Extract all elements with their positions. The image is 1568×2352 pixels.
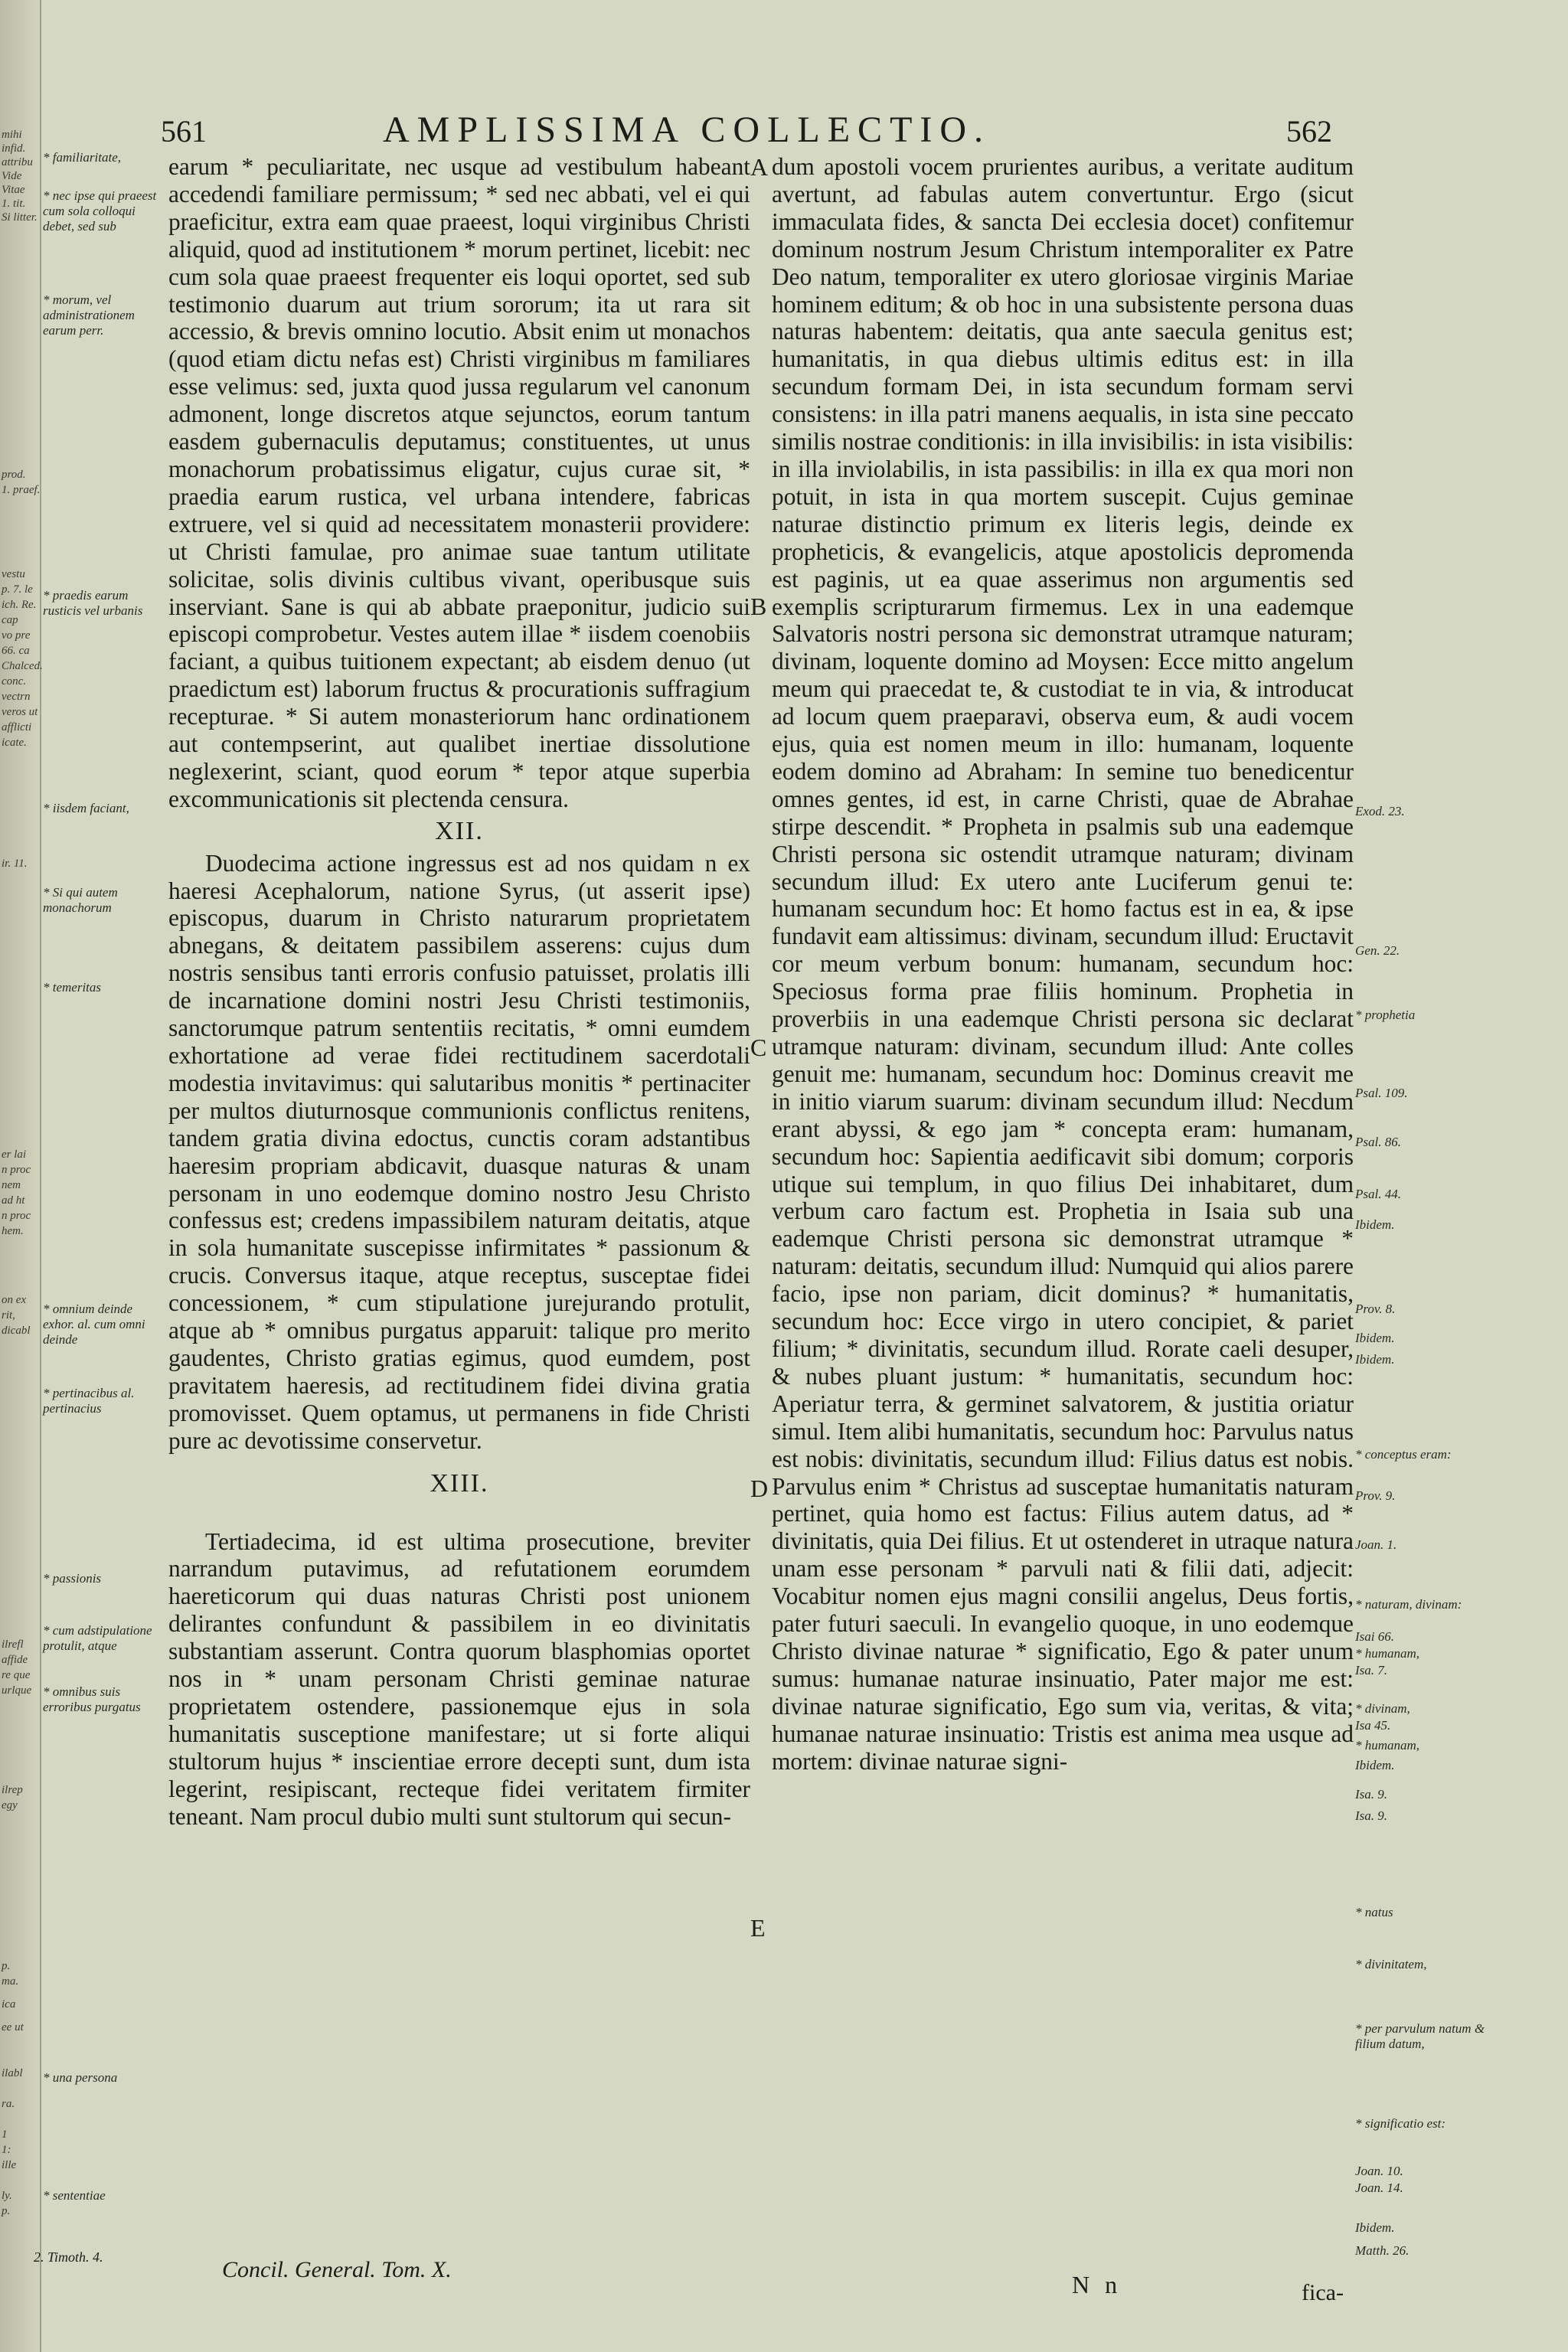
margin-note: Isa 45.: [1355, 1718, 1391, 1733]
gutter-text: infid.: [2, 142, 26, 155]
binding-gutter: [0, 0, 41, 2352]
margin-note: * prophetia: [1355, 1008, 1416, 1022]
margin-note: Ibidem.: [1355, 2220, 1395, 2235]
gutter-text: ilrefl: [2, 1638, 24, 1651]
margin-note: * pertinacibus al. pertinacius: [43, 1386, 135, 1416]
gutter-text: rit,: [2, 1309, 15, 1321]
margin-note: * familiaritate,: [43, 150, 121, 165]
margin-note: * iisdem faciant,: [43, 801, 129, 815]
margin-note: * omnibus suis erroribus purgatus: [43, 1684, 141, 1714]
gutter-text: mihi: [2, 129, 22, 141]
gutter-text: p.: [2, 2205, 11, 2217]
gutter-text: ilabl: [2, 2067, 23, 2079]
margin-note: Gen. 22.: [1355, 943, 1400, 958]
paragraph: dum apostoli vocem prurientes auribus, a veritate auditum avertunt, ad fabulas autem convertuntur. Ergo (sicut immaculata fides, & sancta Dei ecclesia docet) confitemur dominum nostrum Jesum Christum intemporaliter ex Patre Deo natum, temporaliter ex utero gloriosae virginis Mariae hominem editum; & ob hoc in una subsistente persona duas naturas habentem: deitatis, qua ante saecula genitus est; humanitatis, in qua diebus ultimis editus est: in illa secundum formam Dei, in ista secundum formam servi consistens: in illa patri manens aequalis, in ista sine peccato similis nostrae conditionis: in illa invisibilis: in ista visibilis: in illa inviolabilis, in ista passibilis: in illa ex qua mori non potuit, in ista in qua mortem suscepit. Cujus geminae naturae distinctio primum ex literis legis, deinde ex propheticis, & evangelicis, atque apostolicis depromenda est paginis, ut ea quae asserimus non argumentis sed exemplis scripturarum firmemus. Lex in una eademque Salvatoris nostri persona sic demonstrat utramque naturam; divinam, loquente domino ad Moysen: Ecce mitto angelum meum qui praecedat te, & custodiat te in via, & introducat ad locum quem praeparavi, observa eum, & audi vocem ejus, quia est nomen meum in illo: humanam, loquente eodem domino ad Abraham: In semine tuo benedicentur omnes gentes, id est, in carne Christi, quae de Abrahae stirpe descendit. * Propheta in psalmis sub una eademque Christi persona sic ostendit utramque naturam; divinam secundum illud: Ex utero ante Luciferum genui te: humanam secundum hoc: Et homo factus est in ea, & ipse fundavit eam altissimus: divinam, secundum illud: Eructavit cor meum verbum bonum: humanam, secundum hoc: Speciosus forma prae filiis hominum. Prophetia in proverbiis in una eademque Christi persona sic declarat utramque naturam: divinam, secundum illud: Ante colles genuit me: humanam, secundum hoc: Dominus creavit me in initio viarum suarum: divinam secundum illud: Necdum erant abyssi, & ego jam * concepta eram: humanam, secundum hoc: Sapientia aedificavit sibi domum; corporis utique sui templum, in quo filius Dei inhabitaret, dum verbum caro factum est. Prophetia in Isaia sub una eademque Christi persona sic demonstrat utramque * naturam: deitatis, secundum illud: Numquid qui alios parere facio, ipse non pariam, dicit dominus? * humanitatis, secundum hoc: Ecce virgo in utero concipiet, & pariet filium; * divinitatis, secundum illud. Rorate caeli desuper, & nubes pluant justum: * humanitatis, secundum hoc: Aperiatur terra, & germinet salvatorem, & justitia oriatur simul. Item alibi humanitatis, secundum hoc: Parvulus natus est nobis: divinitatis, secundum illud: Filius datus est nobis. Parvulus enim * Christus ad susceptae humanitatis naturam pertinet, quia homo est factus: Filius autem datus, ad * divinitatis, quia Dei filius. Et ut ostenderet in utraque natura unam esse personam * parvuli nati & filii dati, adjecit: Vocabitur nomen ejus magni consilii angelus, Deus fortis, pater futuri saeculi. In evangelio quoque, in uno eodemque Christo divinae naturae * significatio, Ego & pater unum sumus: humanae naturae insinuatio, Pater major me est: divinae naturae significatio, Ego sum via, veritas, & vita; humanae naturae insinuatio: Tristis est anima mea usque ad mortem: divinae naturae signi-: [772, 153, 1354, 1775]
right-column: [772, 153, 1354, 1775]
margin-note: Ibidem.: [1355, 1331, 1395, 1345]
margin-note: * per parvulum natum & filium datum,: [1355, 2021, 1485, 2051]
margin-note: Prov. 9.: [1355, 1488, 1396, 1503]
margin-note: * Si qui autem monachorum: [43, 885, 118, 915]
gutter-text: ilrep: [2, 1784, 23, 1796]
gutter-text: Si litter.: [2, 211, 38, 224]
gutter-text: on ex: [2, 1294, 27, 1306]
margin-note: Joan. 14.: [1355, 2180, 1403, 2195]
gutter-text: 1. tit.: [2, 198, 26, 210]
gutter-text: ir. 11.: [2, 858, 28, 870]
margin-note: * divinitatem,: [1355, 1957, 1427, 1971]
margin-note: Psal. 44.: [1355, 1187, 1401, 1201]
gutter-text: ille: [2, 2159, 17, 2171]
gutter-text: ma.: [2, 1975, 19, 1988]
paragraph: Duodecima actione ingressus est ad nos quidam n ex haeresi Acephalorum, natione Syrus, (ut asserit ipse) episcopus, duarum in Christo naturarum proprietatem abnegans, & deitatem passibilem asserens: cujus dum nostris sensibus tanti erroris confusio patuisset, prolatis illi de incarnatione domini nostri Jesu Christi testimoniis, sanctorumque patrum sententiis recitatis, * omni eumdem exhortatione ad verae fidei rectitudinem sacerdotali modestia invitavimus: qui salutaribus monitis * pertinaciter per multos diuturnosque communionis conflictus renitens, tandem gratia divina edoctus, cunctis coram adstantibus haeresim propriam abdicavit, duasque naturas & unam personam in uno eodemque domino nostro Jesu Christo confessus est; credens impassibilem naturam deitatis, atque in sola humanitate suscepisse infirmitates * passionum & crucis. Conversus itaque, atque receptus, susceptae fidei concessionem, * cum stipulatione jurejurando protulit, atque ab * omnibus purgatus apparuit: talique pro merito gaudentes, Christo gratias egimus, quod eumdem, post pravitatem haeresis, ad rectitudinem fidei divina gratia promovisset. Quem optamus, ut permanens in fide Christi pure ac devotissime conservetur.: [168, 849, 750, 1454]
margin-note: * temeritas: [43, 980, 102, 995]
section-letter: D: [750, 1475, 769, 1502]
section-letter: A: [750, 153, 769, 181]
gutter-text: ee ut: [2, 2021, 24, 2034]
margin-note: * morum, vel administrationem earum perr.: [43, 292, 135, 338]
margin-note: 2. Timoth. 4.: [34, 2249, 103, 2265]
margin-note: * significatio est:: [1355, 2116, 1446, 2131]
gutter-text: attribu: [2, 156, 33, 168]
gutter-text: re que: [2, 1669, 31, 1681]
margin-note: Isa. 9.: [1355, 1787, 1388, 1802]
gutter-text: Vide: [2, 170, 22, 182]
margin-note: Joan. 10.: [1355, 2164, 1403, 2178]
gutter-text: n proc: [2, 1164, 31, 1176]
page-header: [138, 109, 1378, 159]
gutter-text: ad ht: [2, 1194, 25, 1207]
margin-note: Isai 66.: [1355, 1629, 1394, 1644]
running-title: AMPLISSIMA COLLECTIO.: [383, 109, 991, 150]
gutter-text: ra.: [2, 2098, 15, 2110]
gutter-text: 1: [2, 2128, 8, 2141]
gutter-text: vo pre: [2, 629, 31, 642]
margin-note: Ibidem.: [1355, 1758, 1395, 1772]
gutter-text: nem: [2, 1179, 21, 1191]
margin-note: * divinam,: [1355, 1701, 1410, 1716]
page-number-right: 562: [1286, 114, 1332, 149]
section-heading: XII.: [435, 816, 484, 845]
gutter-text: veros ut: [2, 706, 38, 718]
gutter-text: vestu: [2, 568, 25, 580]
paragraph: earum * peculiaritate, nec usque ad vestibulum habeant accedendi familiare permissum; * sed nec abbati, vel ei qui praeficitur, extra eam quae praeest, loqui virginibus Christi aliquid, quod ad institutionem * morum pertinet, licebit: nec cum sola quae praeest frequenter eis loqui oportet, sed sub testimonio duarum aut trium sororum; ita ut rara sit accessio, & brevis omnino locutio. Absit enim ut monachos (quod etiam dictu nefas est) Christi virginibus m familiares esse velimus: sed, juxta quod jussa regularum vel canonum admonent, longe discretos atque sejunctos, eorum tantum easdem gubernaculis deputamus; constituentes, ut unus monachorum probatissimus eligatur, cujus curae sit, * praedia earum rustica, vel urbana intendere, fabricas extruere, vel si quid ad necessitatem monasterii providere: ut Christi famulae, pro animae suae tantum utilitate solicitae, solis divinis cultibus vivant, operibusque suis inserviant. Sane is qui ab abbate praeponitur, judicio sui episcopi comprobetur. Vestes autem illae * iisdem coenobiis faciant, a quibus tuitionem expectant; ab eisdem denuo (ut praedictum est) laborum fructus & procurationis suffragium recepturae. * Si autem monasteriorum hanc ordinationem aut contempserint, aut qualibet inertiae dissolutione neglexerint, sciant, quod eorum * tepor atque superbia excommunicationis sit plectenda censura.: [168, 153, 750, 812]
gutter-text: icate.: [2, 737, 27, 749]
margin-note: * praedis earum rusticis vel urbanis: [43, 588, 143, 618]
gutter-text: dicabl: [2, 1325, 31, 1337]
gutter-text: conc.: [2, 675, 27, 688]
gutter-text: 66. ca: [2, 645, 30, 657]
gutter-text: Chalced.: [2, 660, 43, 672]
margin-note: Prov. 8.: [1355, 1302, 1396, 1316]
gutter-text: egy: [2, 1799, 18, 1811]
gutter-text: Vitae: [2, 184, 25, 196]
margin-note: * humanam,: [1355, 1738, 1420, 1753]
gutter-text: ica: [2, 1998, 16, 2011]
margin-note: Psal. 86.: [1355, 1135, 1401, 1149]
margin-note: * una persona: [43, 2070, 118, 2085]
gutter-text: ich. Re.: [2, 599, 37, 611]
left-column: [168, 153, 750, 1830]
gutter-text: er lai: [2, 1148, 27, 1161]
catchword: fica-: [1302, 2280, 1344, 2305]
gutter-text: hem.: [2, 1225, 24, 1237]
margin-note: * omnium deinde exhor. al. cum omni deinde: [43, 1302, 145, 1347]
gutter-text: ly.: [2, 2190, 12, 2202]
gutter-text: urlque: [2, 1684, 32, 1697]
margin-note: Isa. 7.: [1355, 1663, 1388, 1677]
gutter-text: cap: [2, 614, 18, 626]
gutter-text: n proc: [2, 1210, 31, 1222]
margin-note: Psal. 109.: [1355, 1086, 1408, 1100]
gutter-text: prod.: [2, 469, 26, 481]
section-letter: E: [750, 1914, 766, 1942]
margin-note: * nec ipse qui praeest cum sola colloqui debet, sed sub: [43, 188, 157, 234]
margin-note: * conceptus eram:: [1355, 1447, 1452, 1462]
gutter-text: 1:: [2, 2144, 11, 2156]
gutter-text: p. 7. le: [2, 583, 33, 596]
section-heading: XIII.: [430, 1468, 489, 1498]
page-number-left: 561: [161, 114, 207, 149]
section-letter: C: [750, 1034, 767, 1061]
gutter-text: 1. praef.: [2, 484, 41, 496]
margin-note: * sententiae: [43, 2188, 106, 2203]
margin-note: * humanam,: [1355, 1646, 1420, 1661]
margin-note: * natus: [1355, 1905, 1393, 1919]
signature-mark: N n: [1072, 2271, 1122, 2298]
section-letter: B: [750, 593, 767, 620]
margin-note: Isa. 9.: [1355, 1808, 1388, 1823]
gutter-text: vectrn: [2, 691, 31, 703]
margin-note: Joan. 1.: [1355, 1537, 1397, 1552]
margin-note: Ibidem.: [1355, 1352, 1395, 1367]
volume-signature: Concil. General. Tom. X.: [222, 2257, 452, 2282]
paragraph: Tertiadecima, id est ultima prosecutione, breviter narrandum putavimus, ad refutationem eorumdem haereticorum qui duas naturas Christi post unionem delirantes confundunt & passibilem in eo divinitatis substantiam asserunt. Contra quorum blasphomias oportet nos in * unam personam Christi geminae naturae proprietatem ostendere, passionemque ejus in sola humanitatis susceptione manifestare; ut si forte aliqui stultorum hujus * inscientiae errore decepti sunt, dum ista legerint, resipiscant, recteque fidei veritatem firmiter teneant. Nam procul dubio multi sunt stultorum qui secun-: [168, 1527, 750, 1830]
gutter-text: p.: [2, 1960, 11, 1972]
margin-note: Ibidem.: [1355, 1217, 1395, 1232]
margin-note: Matth. 26.: [1355, 2243, 1410, 2258]
margin-note: * cum adstipulatione protulit, atque: [43, 1623, 152, 1653]
gutter-text: afflicti: [2, 721, 32, 733]
margin-note: * passionis: [43, 1571, 102, 1586]
margin-note: Exod. 23.: [1355, 804, 1405, 818]
gutter-text: affide: [2, 1654, 28, 1666]
margin-note: * naturam, divinam:: [1355, 1597, 1462, 1612]
